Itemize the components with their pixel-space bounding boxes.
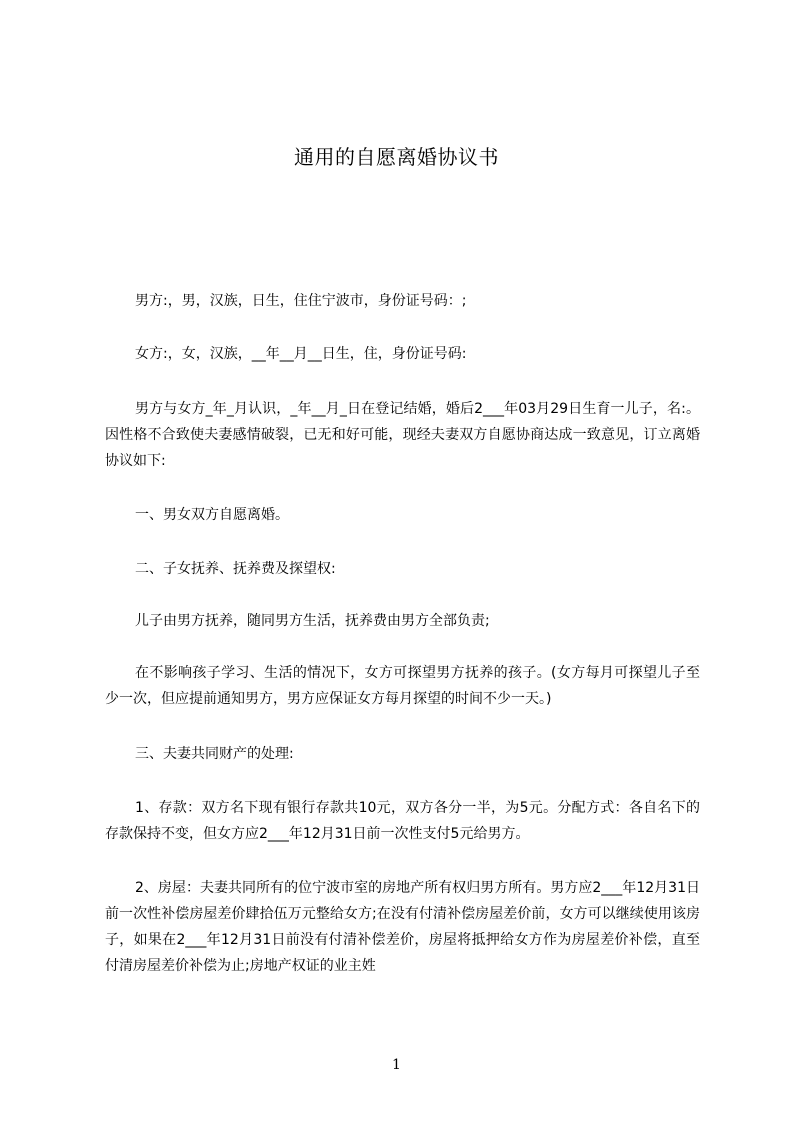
- document-title: 通用的自愿离婚协议书: [294, 145, 499, 169]
- clause-divorce: 一、男女双方自愿离婚。: [135, 507, 289, 523]
- clause-child-custody-heading: 二、子女抚养、抚养费及探望权:: [135, 561, 336, 577]
- paragraph-visitation-rights: 在不影响孩子学习、生活的情况下，女方可探望男方抚养的孩子。(女方每月可探望儿子至少一次，但应提前通知男方，男方应保证女方每月探望的时间不少一天。): [105, 665, 700, 707]
- clause-property-heading: 三、夫妻共同财产的处理:: [135, 746, 294, 762]
- paragraph-child-custody: 儿子由男方抚养，随同男方生活，抚养费由男方全部负责;: [135, 613, 490, 629]
- paragraph-savings: 1、存款：双方名下现有银行存款共10元，双方各分一半，为5元。分配方式：各自名下的存款保持不变，但女方应2___年12月31日前一次性支付5元给男方。: [105, 800, 700, 842]
- paragraph-housing: 2、房屋：夫妻共同所有的位宁波市室的房地产所有权归男方所有。男方应2___年12月31日前一次性补偿房屋差价肆拾伍万元整给女方;在没有付清补偿房屋差价前，女方可以继续使用该房子，如果在2___年12月31日前没有付清补偿差价，房屋将抵押给女方作为房屋差价补偿，直至付清房屋差价补偿为止;房地产权证的业主姓: [105, 880, 700, 974]
- paragraph-male-party: 男方:，男，汉族，日生，住住宁波市，身份证号码：;: [135, 293, 467, 309]
- paragraph-female-party: 女方:，女，汉族，__年__月__日生，住，身份证号码:: [135, 346, 467, 362]
- page-number: 1: [392, 1057, 401, 1073]
- paragraph-background: 男方与女方_年_月认识，_年__月_日在登记结婚，婚后2___年03月29日生育一儿子，名:。因性格不合致使夫妻感情破裂，已无和好可能，现经夫妻双方自愿协商达成一致意见，订立离婚协议如下:: [105, 401, 700, 469]
